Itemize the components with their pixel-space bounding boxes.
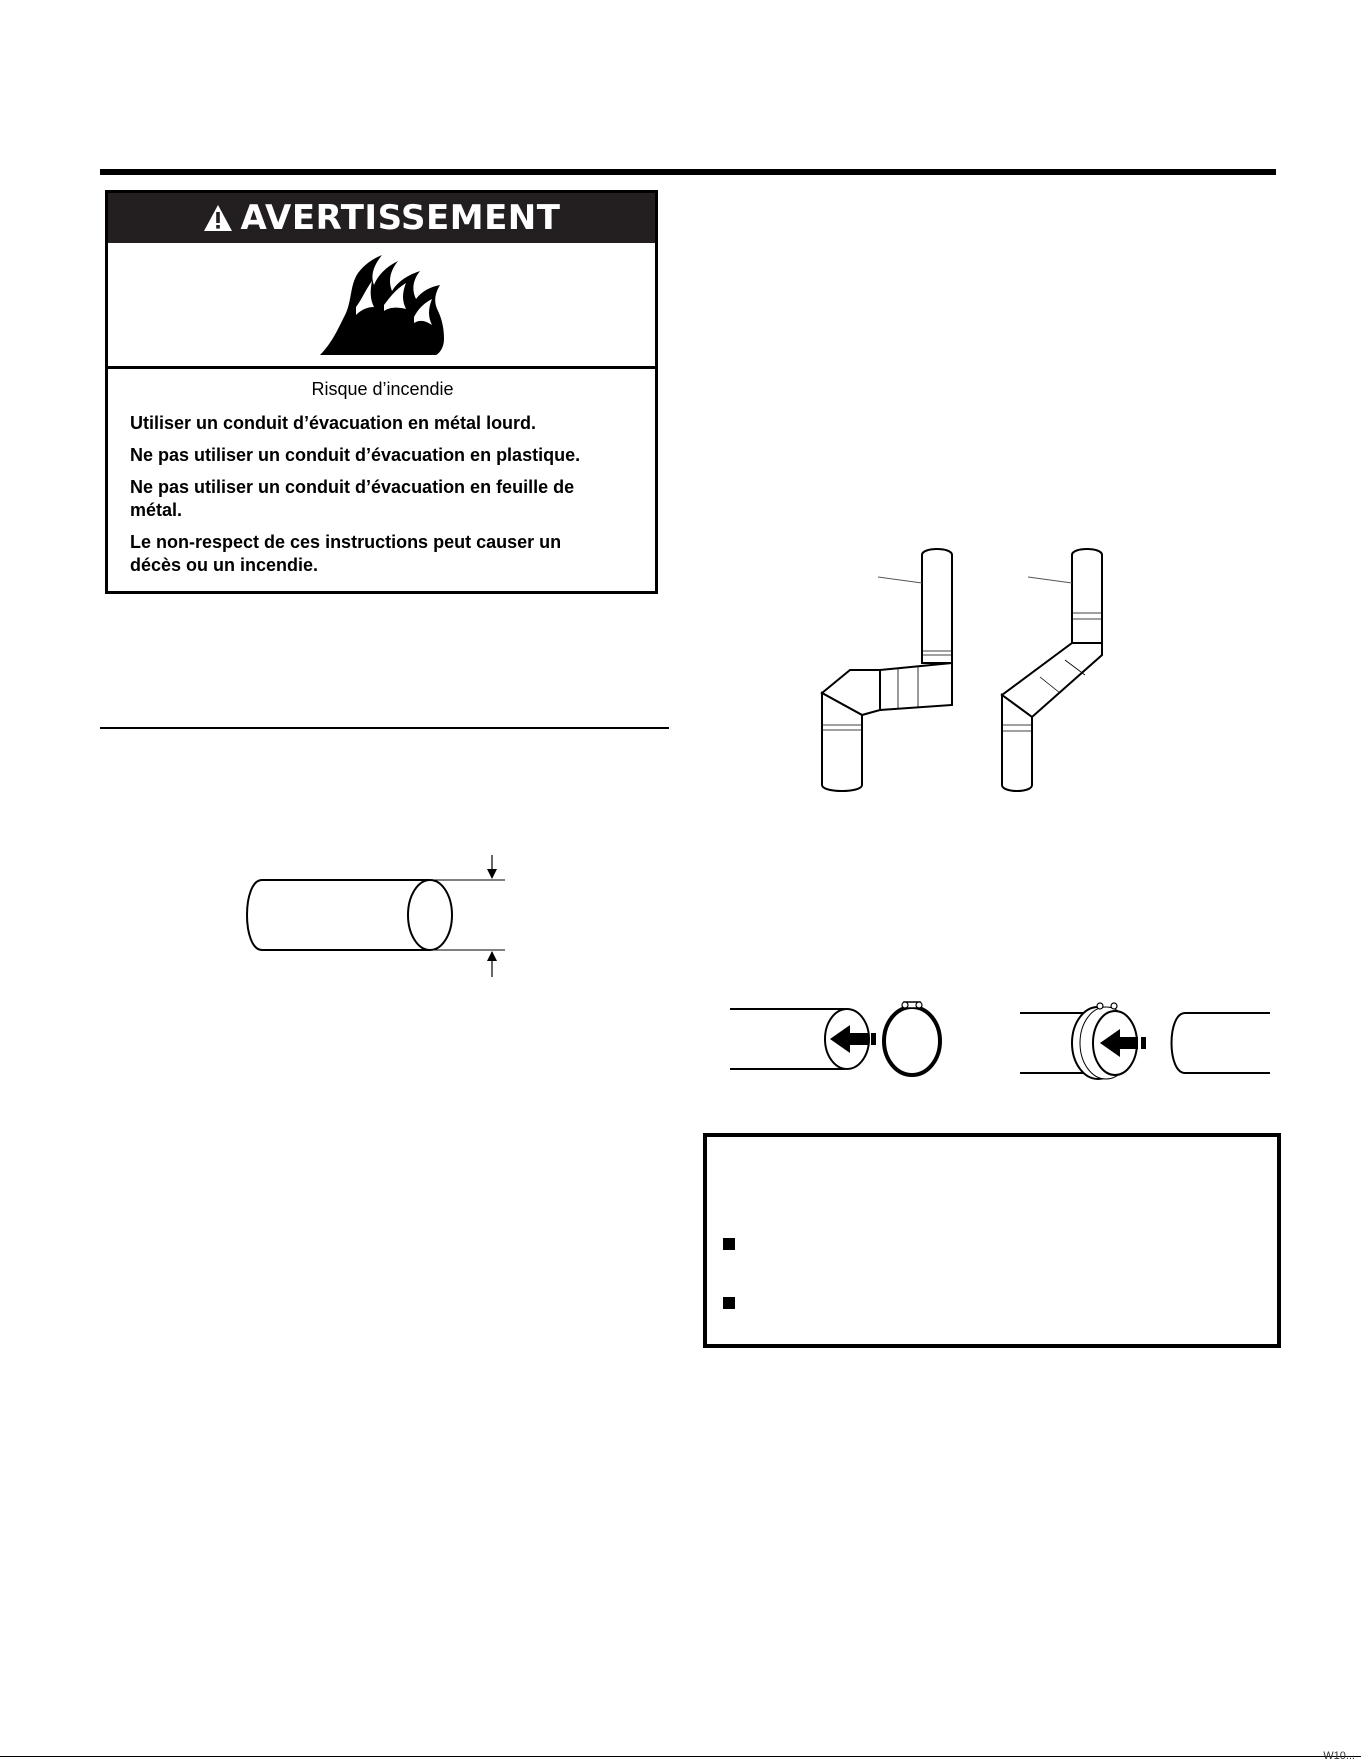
warning-line: Le non-respect de ces instructions peut causer un décès ou un incendie.	[130, 532, 562, 575]
alert-triangle-icon	[203, 203, 233, 233]
bottom-rule	[0, 1756, 1361, 1757]
square-bullet-icon	[723, 1238, 735, 1250]
warning-line: Utiliser un conduit d’évacuation en métal lourd.	[130, 413, 537, 433]
warning-line: Ne pas utiliser un conduit d’évacuation en feuille de métal.	[130, 477, 575, 520]
flame-icon	[320, 255, 445, 355]
note-box	[703, 1133, 1281, 1348]
warning-line: Ne pas utiliser un conduit d’évacuation en plastique.	[130, 445, 581, 465]
page-footer: W10...	[1323, 1750, 1355, 1762]
duct-diameter-figure	[240, 855, 520, 995]
warning-box	[105, 190, 658, 594]
square-bullet-icon	[723, 1297, 735, 1309]
elbow-duct-figure	[800, 545, 1140, 795]
risk-heading: Risque d’incendie	[311, 379, 454, 399]
section-rule	[100, 727, 669, 729]
top-rule	[100, 169, 1276, 175]
clamp-assembly-figure	[730, 995, 1280, 1095]
warning-header	[108, 193, 655, 243]
warning-title: AVERTISSEMENT	[240, 198, 561, 238]
warning-body	[130, 379, 635, 586]
flame-area	[108, 243, 655, 369]
